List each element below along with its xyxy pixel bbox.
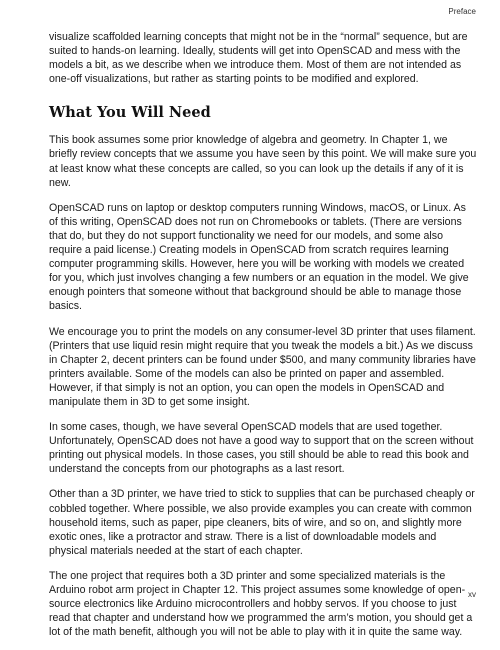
paragraph-3d-printer: We encourage you to print the models on any consumer-level 3D printer that uses filament. (Printers that use liquid resin might require that you tweak the models a bit.) As we discuss in Chapter 2, decent printers can be found under $500, and many community libraries have printers available. Some of the models can also be printed on paper and assembled. However, if that simply is not an option, you can open the models in OpenSCAD and manipulate them in 3D to get some insight. <box>49 325 476 408</box>
paragraph-prior-knowledge: This book assumes some prior knowledge of algebra and geometry. In Chapter 1, we briefly review concepts that we assume you have seen by this point. We will make sure you at least know what these concepts are called, so you can look up the details if any of it is new. <box>49 134 477 189</box>
paragraph-openscad-platforms: OpenSCAD runs on laptop or desktop computers running Windows, macOS, or Linux. As of this writing, OpenSCAD does not run on Chromebooks or tablets. (There are versions that do, but they do not support functionality we need for our models, and some also require a paid license.) Creating models in OpenSCAD from scratch requires learning computer programming skills. However, here you will be working with models we created for you, which just involves changing a few numbers or an equation in the model. We give enough pointers that someone without that background should be able to manage those basics. <box>49 201 469 313</box>
paragraph-arduino-project: The one project that requires both a 3D printer and some specialized materials is the Arduino robot arm project in Chapter 12. This project assumes some knowledge of open-source electronics like Arduino microcontrollers and hobby servos. If you choose to just read that chapter and understand how we programmed the arm’s motion, you should get a lot of the math benefit, although you will not be able to play with it in quite the same way. <box>49 569 473 639</box>
page-number: xv <box>468 590 476 599</box>
running-head: Preface <box>448 7 476 16</box>
paragraph-supplies: Other than a 3D printer, we have tried to stick to supplies that can be purchased cheaply or cobbled together. Where possible, we also provide examples you can create with common household items, such as paper, pipe cleaners, bits of wire, and so on, and slightly more exotic ones, like a protractor and straw. There is a list of downloadable models and physical materials needed at the start of each chapter. <box>49 488 475 557</box>
section-heading: What You Will Need <box>49 104 211 122</box>
paragraph-multiple-models: In some cases, though, we have several OpenSCAD models that are used together. Unfortunately, OpenSCAD does not have a good way to support that on the screen without printing out physical models. In those cases, you still should be able to read this book and understand the concepts from our photographs as a last resort. <box>49 421 474 476</box>
paragraph-intro: visualize scaffolded learning concepts that might not be in the “normal” sequence, but are suited to hands-on learning. Ideally, students will get into OpenSCAD and mess with the models a bit, as we describe when we introduce them. Most of them are not intended as one-off visualizations, but rather as starting points to be modified and explored. <box>49 31 468 86</box>
page-content <box>49 30 477 650</box>
